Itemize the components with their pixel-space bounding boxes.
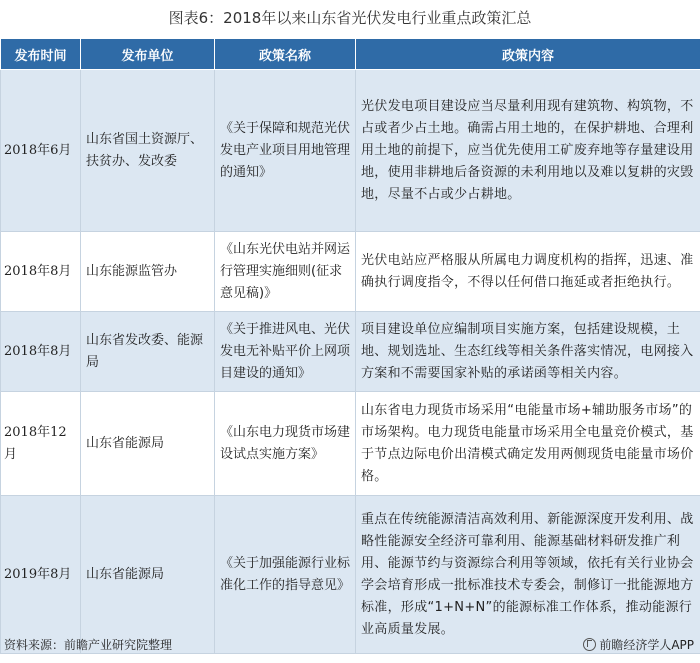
cell-policy-name: 《关于加强能源行业标准化工作的指导意见》: [215, 496, 356, 654]
cell-policy-content: 项目建设单位应编制项目实施方案，包括建设规模，土地、规划选址、生态红线等相关条件落实情况，电网接入方案和不需要国家补贴的承诺函等相关内容。: [356, 312, 700, 392]
table-row: [1, 392, 700, 496]
cell-time: 2018年6月: [1, 70, 81, 232]
cell-policy-content: 山东省电力现货市场采用“电能量市场+辅助服务市场”的市场架构。电力现货电能量市场采用全电量竞价模式，基于节点边际电价出清模式确定发用两侧现货电能量市场价格。: [356, 392, 700, 496]
cell-policy-content: 光伏发电项目建设应当尽量利用现有建筑物、构筑物，不占或者少占土地。确需占用土地的，在保护耕地、合理利用土地的前提下，应当优先使用工矿废弃地等存量建设用地，使用非耕地后备资源的未利用地以及难以复耕的灾毁地，尽量不占或少占耕地。: [356, 70, 700, 232]
table-row: [1, 496, 700, 654]
source-note: 资料来源：前瞻产业研究院整理: [4, 638, 173, 652]
cell-time: 2019年8月: [1, 496, 81, 654]
cell-unit: 山东省国土资源厅、扶贫办、发改委: [81, 70, 215, 232]
table-header-row: [1, 39, 700, 70]
cell-time: 2018年8月: [1, 232, 81, 312]
policy-table: [0, 38, 700, 654]
brand-text: 前瞻经济学人APP: [599, 638, 694, 652]
cell-unit: 山东省能源局: [81, 392, 215, 496]
cell-policy-name: 《关于推进风电、光伏发电无补贴平价上网项目建设的通知》: [215, 312, 356, 392]
cell-policy-name: 《山东光伏电站并网运行管理实施细则(征求意见稿)》: [215, 232, 356, 312]
cell-unit: 山东省能源局: [81, 496, 215, 654]
brand-label: [583, 636, 694, 653]
brand-logo-icon: [583, 638, 596, 651]
cell-policy-content: 重点在传统能源清洁高效利用、新能源深度开发利用、战略性能源安全经济可靠利用、能源基础材料研发推广利用、能源节约与资源综合利用等领域，依托有关行业协会学会培育形成一批标准技术专委会，制修订一批能源地方标准，形成“1+N+N”的能源标准工作体系，推动能源行业高质量发展。: [356, 496, 700, 654]
cell-policy-content: 光伏电站应严格服从所属电力调度机构的指挥，迅速、准确执行调度指令，不得以任何借口拖延或者拒绝执行。: [356, 232, 700, 312]
header-policy-name: 政策名称: [215, 39, 356, 70]
cell-time: 2018年12月: [1, 392, 81, 496]
header-policy-content: 政策内容: [356, 39, 700, 70]
cell-unit: 山东能源监管办: [81, 232, 215, 312]
header-unit: 发布单位: [81, 39, 215, 70]
table-row: [1, 70, 700, 232]
table-row: [1, 232, 700, 312]
chart-title: 图表6：2018年以来山东省光伏发电行业重点政策汇总: [168, 9, 532, 27]
footer: [0, 632, 700, 660]
cell-policy-name: 《山东电力现货市场建设试点实施方案》: [215, 392, 356, 496]
cell-policy-name: 《关于保障和规范光伏发电产业项目用地管理的通知》: [215, 70, 356, 232]
table-row: [1, 312, 700, 392]
header-time: 发布时间: [1, 39, 81, 70]
cell-unit: 山东省发改委、能源局: [81, 312, 215, 392]
cell-time: 2018年8月: [1, 312, 81, 392]
